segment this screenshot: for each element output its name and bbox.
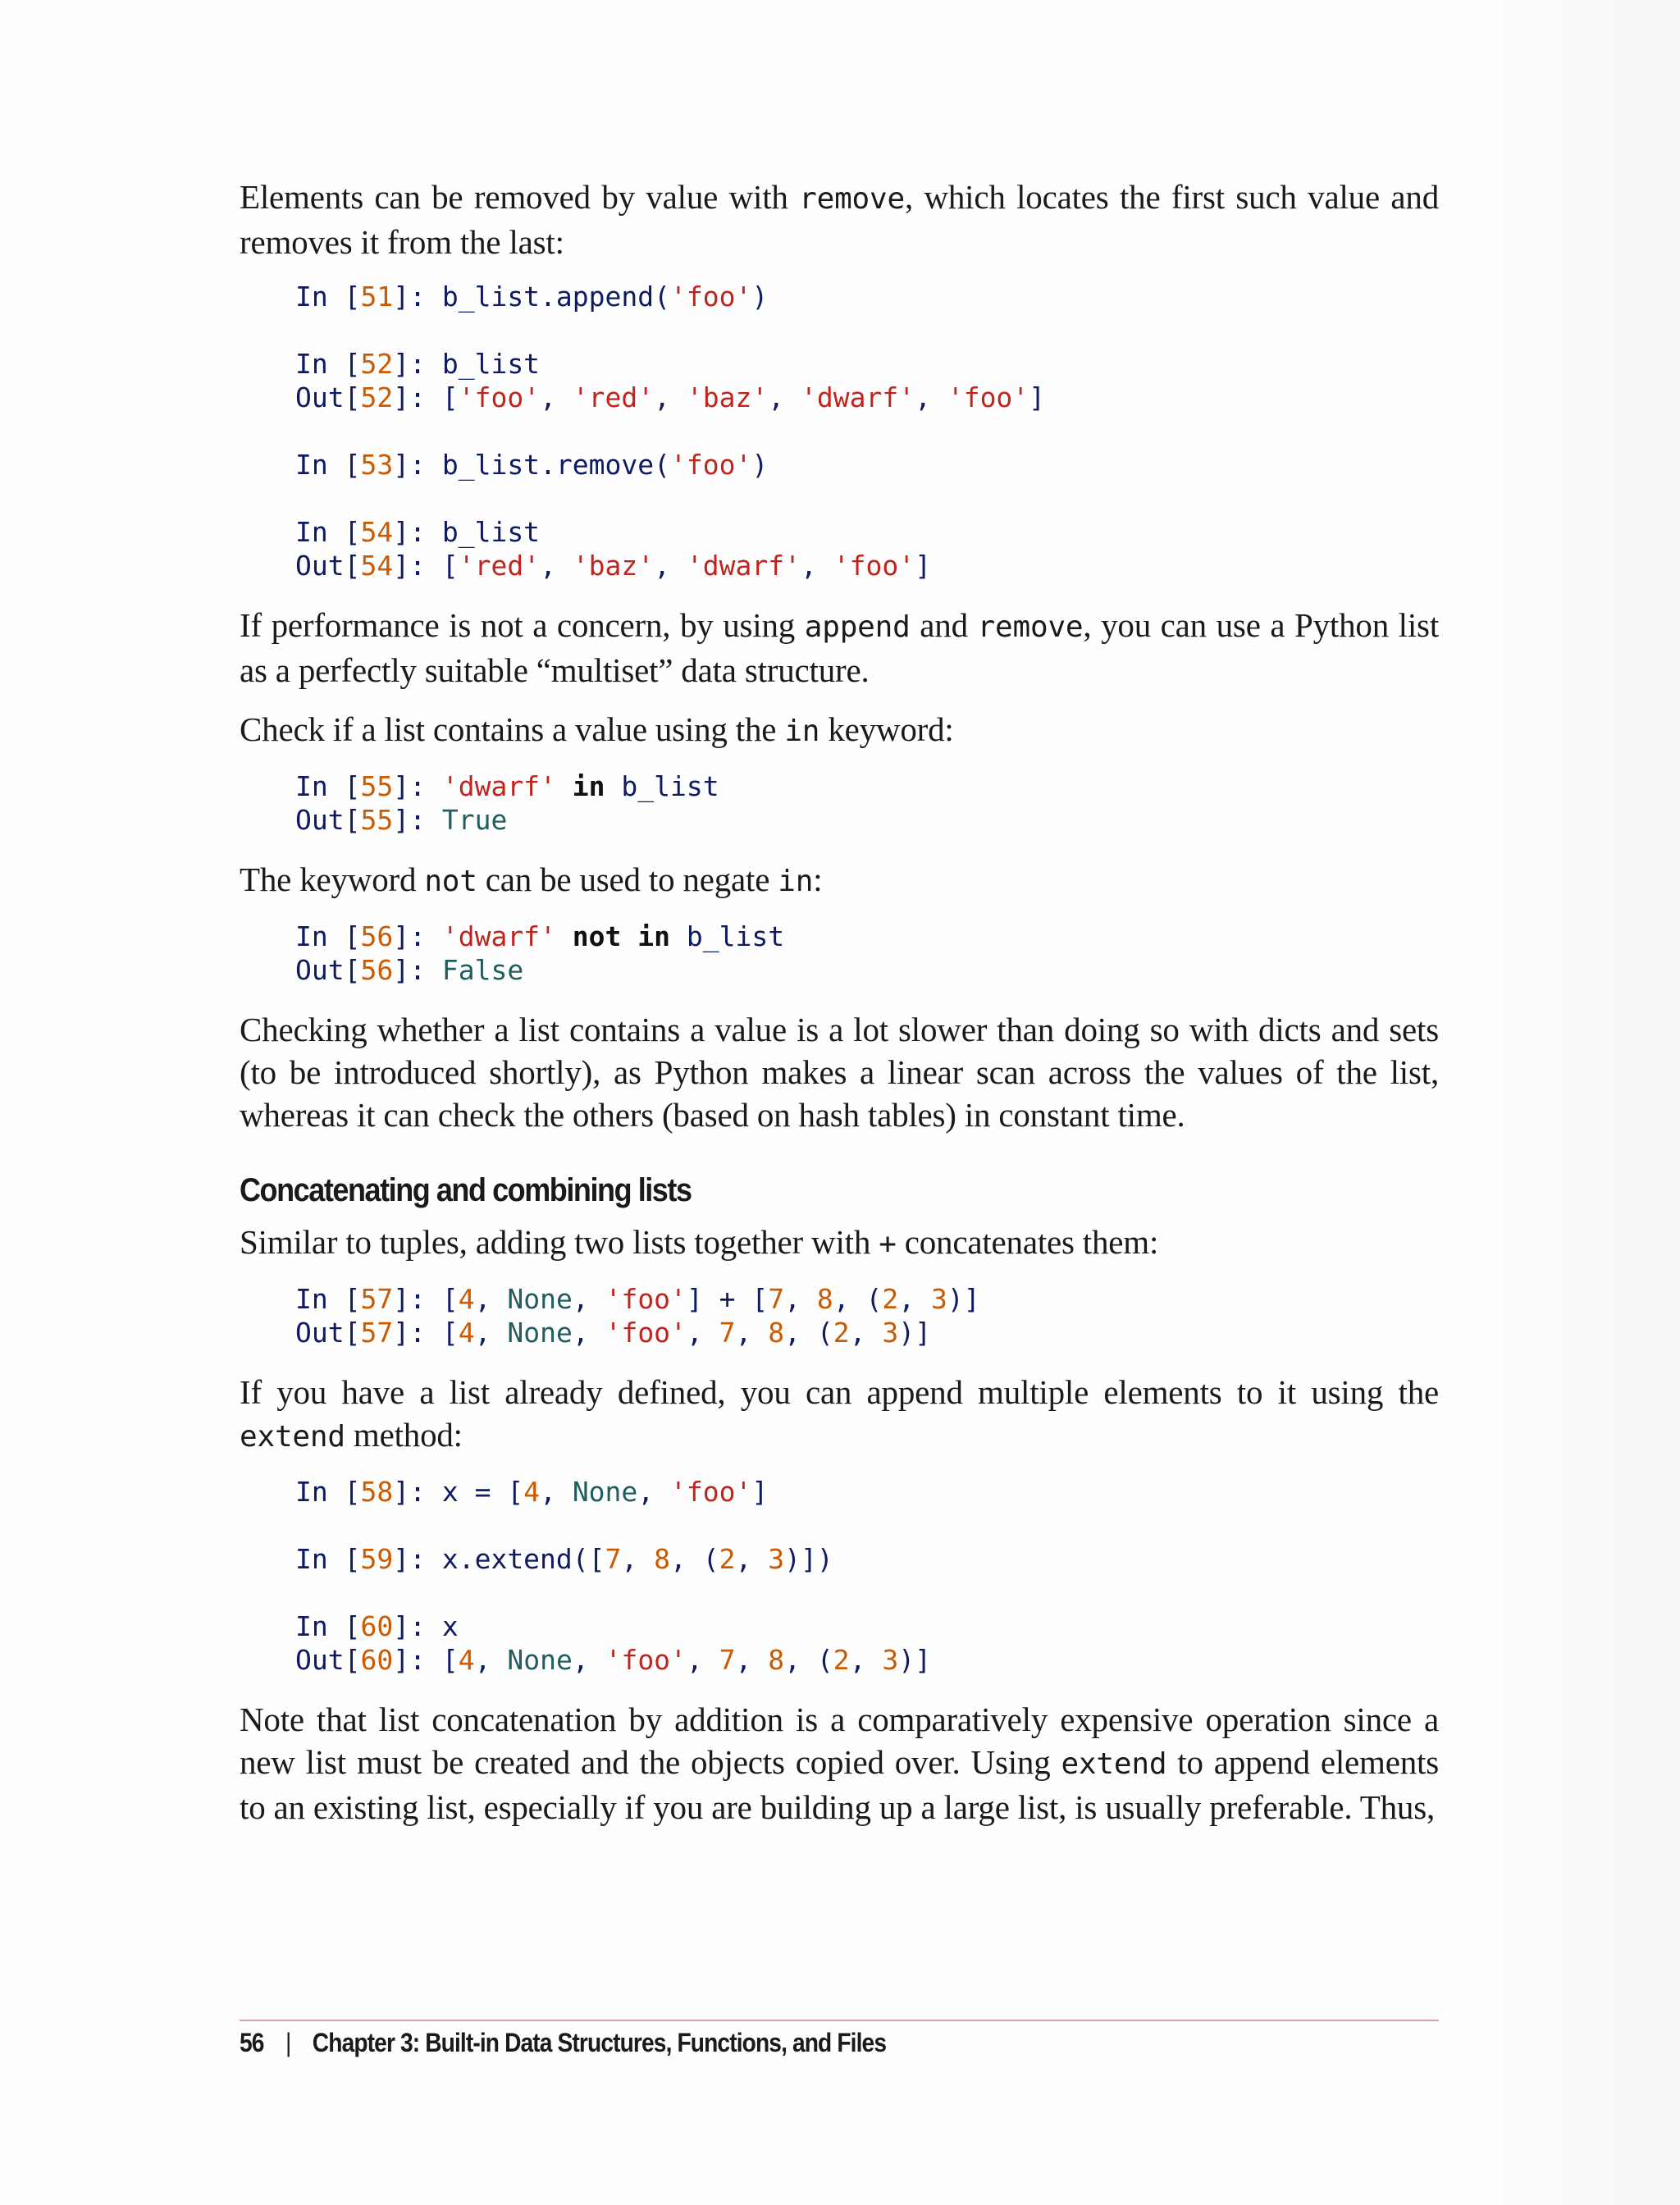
- code-block-extend: [295, 1475, 1439, 1677]
- code-output-57: Out[57]: [4, None, 'foo', 7, 8, (2, 3)]: [295, 1317, 932, 1349]
- code-output-52: Out[52]: ['foo', 'red', 'baz', 'dwarf', 'foo']: [295, 381, 1046, 413]
- code-line-59: In [59]: x.extend([7, 8, (2, 3)]): [295, 1543, 833, 1575]
- inline-code-plus: +: [879, 1227, 897, 1261]
- paragraph-extend: If you have a list already defined, you can append multiple elements to it using the extend method:: [240, 1373, 1439, 1454]
- chapter-title: Chapter 3: Built-in Data Structures, Functions, and Files: [312, 2028, 887, 2057]
- inline-code-extend: extend: [240, 1420, 345, 1454]
- inline-code-in-2: in: [778, 865, 814, 898]
- inline-code-remove-2: remove: [977, 610, 1084, 644]
- code-line-57: In [57]: [4, None, 'foo'] + [7, 8, (2, 3)]: [295, 1283, 980, 1315]
- footer-separator: |: [285, 2028, 291, 2057]
- page-footer: [240, 2028, 886, 2058]
- page-number: 56: [240, 2028, 264, 2057]
- inline-code-in: in: [784, 714, 820, 748]
- page-body: [240, 176, 1439, 1845]
- inline-code-extend-2: extend: [1061, 1747, 1167, 1781]
- code-output-56: Out[56]: False: [295, 954, 524, 986]
- paragraph-in-keyword: Check if a list contains a value using the in keyword:: [240, 710, 954, 748]
- paragraph-concatenate: Similar to tuples, adding two lists together with + concatenates them:: [240, 1223, 1159, 1261]
- code-output-55: Out[55]: True: [295, 804, 508, 836]
- inline-code-append: append: [804, 610, 911, 644]
- paragraph-multiset: If performance is not a concern, by using append and remove, you can use a Python list as a perfectly suitable “multiset” data structure.: [240, 606, 1440, 689]
- code-output-54: Out[54]: ['red', 'baz', 'dwarf', 'foo']: [295, 550, 931, 582]
- code-line-51: In [51]: b_list.append('foo'): [295, 281, 769, 313]
- paragraph-linear-scan: Checking whether a list contains a value is a lot slower than doing so with dicts and sets (to be introduced shortly), as Python makes a linear scan across the values of the list, whereas it can check the others (based on hash tables) in constant time.: [240, 1011, 1439, 1134]
- page-edge-shade: [1467, 0, 1680, 2205]
- code-line-58: In [58]: x = [4, None, 'foo']: [295, 1476, 769, 1508]
- paragraph-not-keyword: The keyword not can be used to negate in:: [240, 861, 823, 898]
- footer-rule: [240, 2020, 1439, 2021]
- code-line-53: In [53]: b_list.remove('foo'): [295, 449, 769, 481]
- inline-code-remove: remove: [799, 182, 905, 216]
- code-line-60: In [60]: x: [295, 1610, 459, 1642]
- code-block-concat: [295, 1282, 1439, 1349]
- code-block-in: [295, 769, 1439, 837]
- code-output-60: Out[60]: [4, None, 'foo', 7, 8, (2, 3)]: [295, 1644, 932, 1676]
- paragraph-cost-note: Note that list concatenation by addition is a comparatively expensive operation since a new list must be created and the objects copied over. Using extend to append elements to an existing list, especially if you are building up a large list, is usually preferable. Thus,: [240, 1701, 1439, 1826]
- section-heading: Concatenating and combining lists: [240, 1172, 692, 1208]
- code-line-54: In [54]: b_list: [295, 516, 541, 548]
- paragraph-remove: Elements can be removed by value with remove, which locates the first such value and removes it from the last:: [240, 178, 1439, 261]
- code-line-55: In [55]: 'dwarf' in b_list: [295, 770, 719, 802]
- code-line-56: In [56]: 'dwarf' not in b_list: [295, 920, 785, 952]
- code-block-remove: [295, 280, 1439, 582]
- inline-code-not: not: [424, 865, 477, 898]
- code-block-not-in: [295, 920, 1439, 987]
- code-line-52: In [52]: b_list: [295, 348, 541, 380]
